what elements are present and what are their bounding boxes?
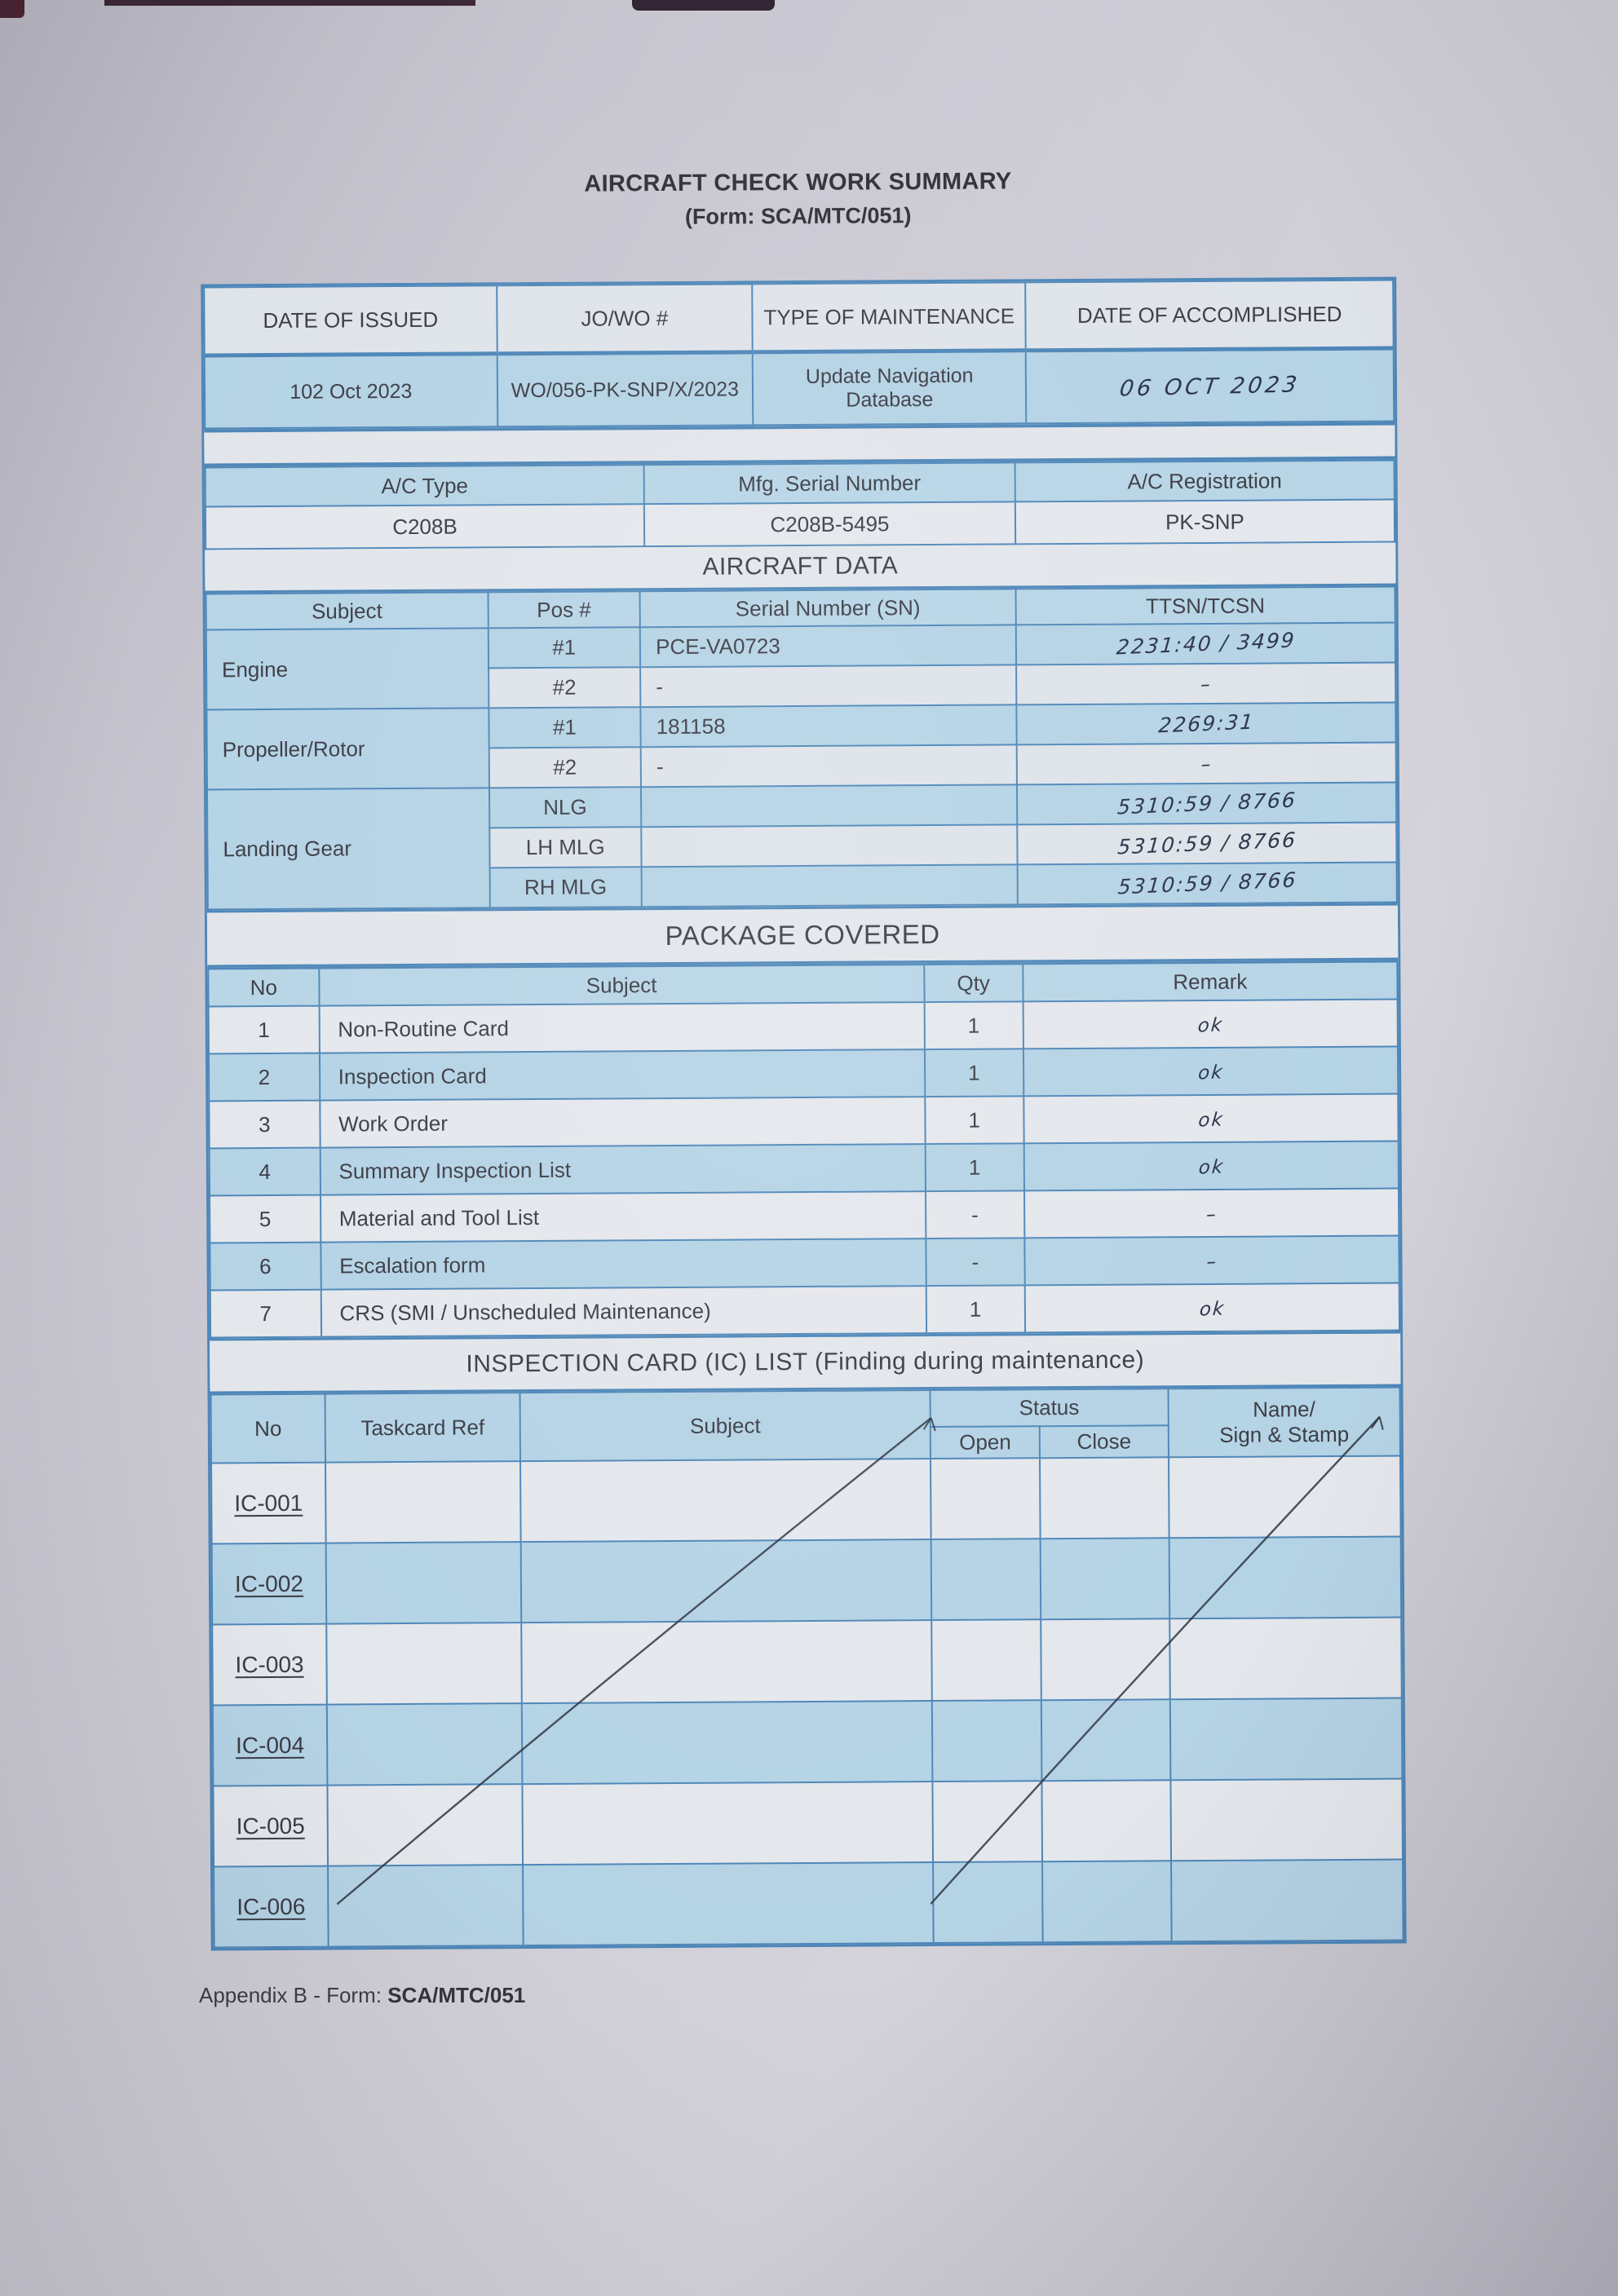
ic-list-table [210, 1387, 1404, 1949]
package-row-qty: 1 [926, 1285, 1024, 1333]
ic-status-close-header: Close [1040, 1425, 1169, 1458]
lh-mlg-sn [641, 824, 1017, 867]
lh-mlg-ttsn [1017, 823, 1396, 865]
ic-taskcard-cell [328, 1865, 524, 1946]
ic-open-cell [931, 1458, 1041, 1539]
ttsn-header: TTSN/TCSN [1015, 587, 1395, 625]
engine-ttsn2 [1016, 663, 1395, 705]
package-row-no: 7 [210, 1290, 321, 1338]
ic-row-label: IC-005 [236, 1813, 305, 1839]
ic-row-label: IC-002 [234, 1570, 304, 1596]
package-row-remark [1024, 1283, 1399, 1333]
top-edge-shadow-right [632, 0, 775, 11]
package-row-no: 6 [210, 1243, 321, 1291]
handwritten-remark: ok [1198, 1297, 1226, 1321]
engine-pos1: #1 [488, 627, 640, 668]
package-row-subject: Work Order [320, 1097, 925, 1148]
ic-close-cell [1042, 1861, 1171, 1942]
ic-subject-header: Subject [520, 1390, 931, 1461]
package-subject-header: Subject [319, 965, 924, 1006]
package-row [210, 1189, 1399, 1243]
subject-group-landing-gear: Landing Gear [207, 788, 489, 909]
top-edge-shadow-left [0, 0, 24, 18]
jowo-header: JO/WO # [497, 284, 753, 353]
rh-mlg-sn [642, 864, 1018, 907]
page-title: AIRCRAFT CHECK WORK SUMMARY [584, 168, 1012, 197]
subject-group-propeller: Propeller/Rotor [206, 708, 488, 789]
handwritten-ttsn: 5310:59 / 8766 [1116, 828, 1297, 859]
ic-no-header: No [211, 1394, 325, 1464]
package-table [207, 960, 1400, 1339]
sn-header: Serial Number (SN) [640, 589, 1016, 627]
form-sheet [200, 165, 1406, 1951]
ic-open-cell [933, 1861, 1043, 1943]
ic-taskcard-cell [327, 1784, 523, 1866]
ic-taskcard-cell [325, 1461, 521, 1543]
package-row-subject: CRS (SMI / Unscheduled Maintenance) [321, 1286, 926, 1337]
subject-group-engine: Engine [206, 628, 488, 709]
package-row-no: 5 [210, 1195, 321, 1243]
subject-header: Subject [206, 592, 488, 629]
ic-row [212, 1618, 1402, 1706]
ic-sign-cell [1171, 1860, 1404, 1942]
handwritten-dash: – [1200, 753, 1214, 776]
ic-sign-cell [1169, 1537, 1401, 1619]
ic-subject-cell [522, 1701, 933, 1784]
handwritten-ttsn: 2269:31 [1156, 709, 1256, 738]
package-row-qty: - [926, 1190, 1024, 1239]
package-row-no: 3 [209, 1101, 320, 1149]
maintenance-type-header: TYPE OF MAINTENANCE [752, 282, 1026, 352]
package-row-remark [1023, 1000, 1398, 1049]
package-row-qty: 1 [924, 1001, 1023, 1049]
ic-close-cell [1040, 1457, 1169, 1539]
package-row-qty: 1 [925, 1096, 1023, 1144]
jowo-value: WO/056-PK-SNP/X/2023 [497, 352, 753, 426]
package-row-remark [1024, 1189, 1399, 1239]
prop-sn2: - [641, 744, 1017, 787]
handwritten-ttsn: 2231:40 / 3499 [1115, 628, 1297, 660]
ac-type-value: C208B [206, 504, 644, 549]
package-row-remark [1024, 1236, 1399, 1286]
ic-status-open-header: Open [931, 1426, 1040, 1459]
ic-name-header [1168, 1388, 1400, 1458]
prop-sn1: 181158 [641, 704, 1017, 747]
msn-header: Mfg. Serial Number [644, 462, 1015, 504]
aircraft-id-table [205, 460, 1396, 550]
ic-row-label-cell [214, 1866, 329, 1948]
package-row-remark [1023, 1047, 1399, 1097]
ic-close-cell [1042, 1780, 1171, 1861]
ac-registration-value: PK-SNP [1015, 500, 1395, 545]
ic-subject-cell [522, 1782, 933, 1865]
ic-row-label-cell [211, 1463, 326, 1544]
ic-taskcard-cell [326, 1623, 522, 1704]
ic-row-label-cell [213, 1786, 328, 1867]
package-row-remark [1023, 1141, 1399, 1191]
ic-sign-cell [1169, 1698, 1402, 1781]
package-row [210, 1141, 1399, 1196]
ic-row-label-cell [212, 1624, 327, 1706]
engine-sn1: PCE-VA0723 [640, 625, 1016, 667]
top-edge-shadow-middle [104, 0, 475, 6]
nlg-pos: NLG [489, 787, 642, 828]
prop-ttsn2 [1017, 743, 1396, 785]
ic-row [213, 1698, 1403, 1786]
nlg-ttsn [1017, 783, 1396, 825]
prop-pos1: #1 [488, 707, 641, 748]
ic-row-label: IC-006 [237, 1893, 306, 1919]
ic-name-header-line2: Sign & Stamp [1219, 1421, 1350, 1447]
handwritten-remark: ok [1196, 1061, 1225, 1084]
rh-mlg-ttsn [1017, 863, 1396, 905]
ic-open-cell [932, 1781, 1042, 1862]
prop-ttsn1 [1016, 703, 1395, 745]
package-covered-section-title: PACKAGE COVERED [207, 903, 1398, 968]
handwritten-remark: ok [1197, 1108, 1225, 1132]
ic-subject-cell [523, 1862, 934, 1945]
engine-sn2: - [640, 665, 1016, 707]
engine-pos2: #2 [488, 667, 641, 708]
pos-header: Pos # [488, 591, 640, 628]
ic-subject-cell [520, 1459, 931, 1542]
handwritten-remark: ok [1196, 1013, 1224, 1037]
ic-row [211, 1456, 1401, 1544]
ic-sign-cell [1169, 1618, 1402, 1700]
ic-row-label-cell [212, 1543, 327, 1625]
handwritten-date: 06 OCT 2023 [1118, 371, 1302, 402]
ac-registration-header: A/C Registration [1015, 461, 1394, 502]
aircraft-data-section-title: AIRCRAFT DATA [205, 543, 1395, 594]
rh-mlg-pos: RH MLG [489, 867, 642, 907]
ic-taskcard-cell [326, 1542, 522, 1623]
ic-open-cell [931, 1539, 1041, 1620]
ic-subject-cell [521, 1620, 932, 1703]
package-qty-header: Qty [924, 964, 1023, 1002]
package-row-remark [1023, 1094, 1399, 1144]
package-row-subject: Summary Inspection List [320, 1144, 925, 1195]
handwritten-remark: – [1205, 1203, 1218, 1225]
ic-taskcard-cell [327, 1703, 523, 1785]
ic-row [212, 1537, 1402, 1625]
handwritten-remark: ok [1197, 1155, 1225, 1179]
handwritten-remark: – [1205, 1251, 1218, 1273]
package-row-qty: 1 [925, 1143, 1023, 1191]
ic-list-section-title: INSPECTION CARD (IC) LIST (Finding during maintenance) [210, 1331, 1400, 1394]
date-of-issued-value: 102 Oct 2023 [205, 354, 497, 429]
package-row-subject: Inspection Card [320, 1049, 925, 1101]
ic-close-cell [1041, 1618, 1169, 1700]
package-row-qty: 1 [925, 1049, 1023, 1097]
ic-open-cell [932, 1700, 1042, 1782]
ic-sign-cell [1170, 1779, 1403, 1861]
footer-prefix: Appendix B - Form: [199, 1983, 388, 2007]
ic-row-label: IC-003 [235, 1651, 304, 1677]
ic-close-cell [1041, 1538, 1169, 1619]
ic-subject-cell [521, 1539, 932, 1623]
package-row-subject: Escalation form [321, 1239, 926, 1290]
ic-close-cell [1041, 1699, 1170, 1781]
prop-pos2: #2 [488, 747, 641, 788]
footer-form-code: SCA/MTC/051 [387, 1983, 526, 2007]
lh-mlg-pos: LH MLG [489, 827, 642, 868]
nlg-sn [641, 784, 1017, 827]
package-row [209, 1094, 1398, 1149]
package-row [209, 1047, 1398, 1102]
ac-type-header: A/C Type [206, 465, 644, 506]
date-of-issued-header: DATE OF ISSUED [204, 285, 497, 355]
date-accomplished-header: DATE OF ACCOMPLISHED [1026, 280, 1394, 351]
ic-row [213, 1779, 1403, 1867]
ic-sign-cell [1169, 1456, 1401, 1539]
package-row [210, 1283, 1399, 1338]
date-accomplished-value [1026, 348, 1394, 423]
issue-table [203, 280, 1395, 430]
ic-row [214, 1860, 1404, 1948]
engine-ttsn1 [1016, 623, 1395, 665]
package-row-subject: Material and Tool List [321, 1191, 926, 1243]
form-body [201, 277, 1406, 1951]
handwritten-ttsn: 5310:59 / 8766 [1116, 788, 1297, 819]
ic-taskcard-header: Taskcard Ref [325, 1393, 520, 1462]
ic-status-header: Status [931, 1389, 1169, 1427]
package-row-no: 2 [209, 1053, 320, 1102]
handwritten-dash: – [1199, 673, 1213, 696]
ic-name-header-line1: Name/ [1253, 1397, 1315, 1422]
package-row [210, 1236, 1399, 1291]
package-row-no: 1 [209, 1006, 320, 1054]
aircraft-data-table [206, 586, 1398, 911]
form-code-subtitle: (Form: SCA/MTC/051) [684, 203, 912, 229]
package-no-header: No [208, 968, 319, 1006]
footer-note [199, 1983, 525, 2008]
ic-row-label: IC-004 [235, 1732, 305, 1758]
package-row [209, 1000, 1398, 1054]
msn-value: C208B-5495 [644, 501, 1015, 546]
package-remark-header: Remark [1023, 961, 1398, 1001]
ic-open-cell [931, 1619, 1041, 1701]
ic-row-label: IC-001 [234, 1490, 303, 1516]
package-row-no: 4 [210, 1148, 321, 1196]
maintenance-type-value: Update Navigation Database [753, 351, 1027, 426]
ic-row-label-cell [213, 1705, 328, 1786]
package-row-subject: Non-Routine Card [319, 1002, 924, 1053]
package-row-qty: - [926, 1238, 1024, 1286]
handwritten-ttsn: 5310:59 / 8766 [1116, 868, 1298, 899]
